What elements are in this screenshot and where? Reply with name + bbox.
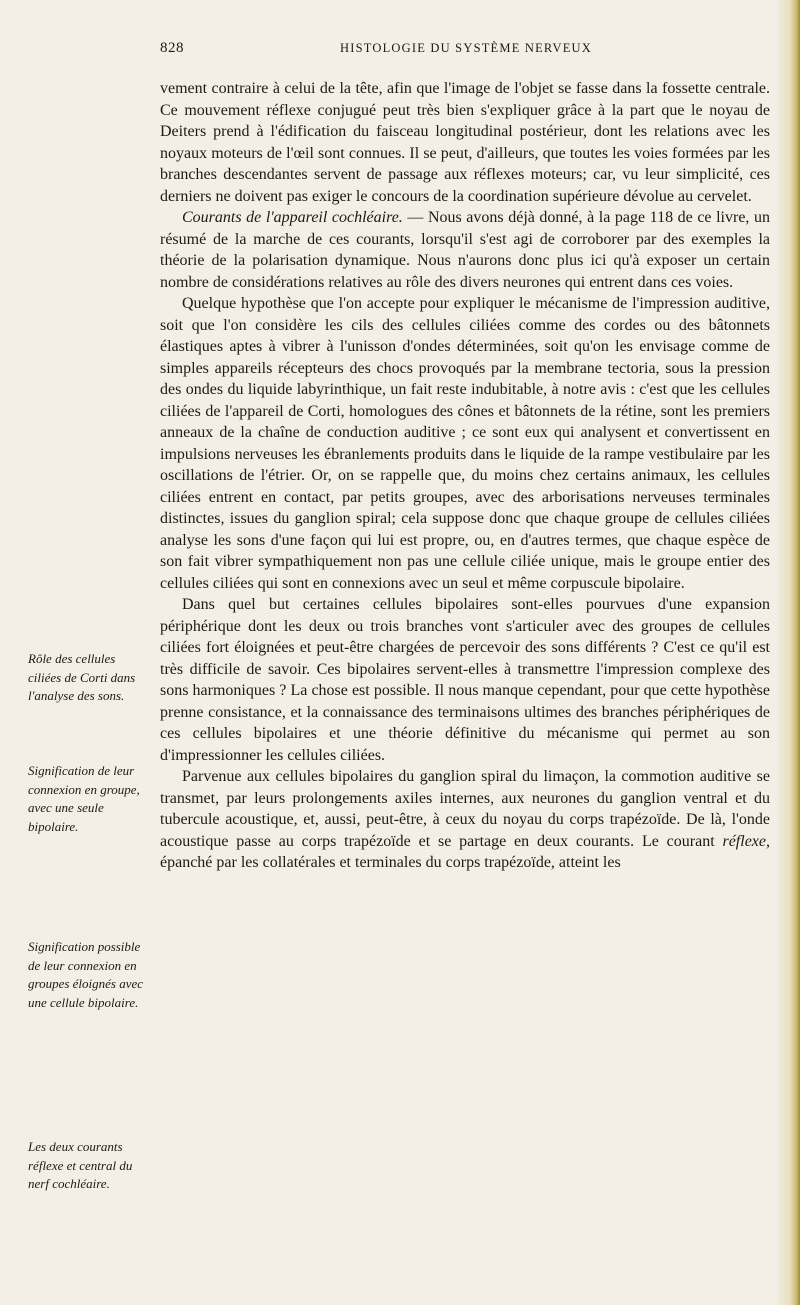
- paragraph-5: [160, 766, 770, 874]
- paragraph-1: vement contraire à celui de la tête, afin que l'image de l'objet se fasse dans la fossette centrale. Ce mouvement réflexe conjugué peut très bien s'expliquer grâce à la part que le noyau de Deiters prend à l'édification du faisceau longitudinal postérieur, dont les relations avec les noyaux moteurs de l'œil sont connues. Il se peut, d'ailleurs, que toutes les voies formées par les branches descendantes servent de passage aux réflexes moteurs; car, vu leur simplicité, ces derniers ne doivent pas exiger le concours de la coordination supérieure dévolue au cervelet.: [160, 80, 770, 205]
- paragraph-4: Dans quel but certaines cellules bipolaires sont-elles pourvues d'une expansion périphérique dont les deux ou trois branches vont s'articuler avec des groupes de cellules ciliées fort éloignées et peut-être chargées de percevoir des sons différents ? C'est ce qu'il est très difficile de savoir. Ces bipolaires servent-elles à transmettre l'impression complexe des sons harmoniques ? La chose est possible. Il nous manque cependant, pour que cette hypothèse prenne consistance, et la connaissance des terminaisons ultimes des branches périphériques de ces cellules bipolaires et une théorie définitive du mécanisme qui permet au son d'impressionner les cellules ciliées.: [160, 596, 770, 764]
- paragraph-3: Quelque hypothèse que l'on accepte pour expliquer le mécanisme de l'impression auditive, soit que l'on considère les cils des cellules ciliées comme des cordes ou des bâtonnets élastiques aptes à vibrer à l'unisson d'ondes déterminées, soit qu'on les envisage comme de simples appareils récepteurs des chocs provoqués par la membrane tectoria, sous la pression des ondes du liquide labyrinthique, un fait reste indubitable, à notre avis : c'est que les cellules ciliées de l'appareil de Corti, homologues des cônes et bâtonnets de la rétine, sont les premiers anneaux de la chaîne de conduction auditive ; ce sont eux qui analysent et convertissent en impulsions nerveuses les ébranlements produits dans le liquide de la rampe vestibulaire par les oscillations de l'étrier. Or, on se rappelle que, du moins chez certains animaux, les cellules ciliées entrent en contact, par petits groupes, avec des arborisations nerveuses terminales distinctes, issues du ganglion spiral; cela suppose donc que chaque groupe de cellules ciliées analyse les sons d'une façon qui lui est propre, ou, en d'autres termes, que chaque espèce de son fait vibrer sympathiquement non pas une cellule ciliée unique, mais le groupe entier des cellules ciliées qui sont en connexions avec un seul et même corpuscule bipolaire.: [160, 295, 770, 592]
- margin-note-signification-groupes-eloignes: Signification possible de leur connexion en groupes éloignés avec une cellule bipolaire.: [28, 939, 144, 1010]
- margin-note-signification-groupe: Signification de leur connexion en groupe, avec une seule bipolaire.: [28, 763, 140, 834]
- section-heading-courants: Courants de l'appareil cochléaire.: [182, 209, 403, 226]
- body-text: [160, 78, 770, 874]
- term-reflexe: réflexe: [722, 832, 766, 850]
- page-header: [160, 40, 772, 64]
- paragraph-5-text-a: Parvenue aux cellules bipolaires du ganglion spiral du limaçon, la commotion auditive se transmet, par leurs prolongements axiles internes, aux neurones du ganglion ventral et du tubercule acoustique, et, aussi, peut-être, à ceux du noyau du corps trapézoïde. De là, l'onde acoustique passe au corps trapézoïde et se partage en deux courants. Le courant: [160, 768, 770, 850]
- margin-note-deux-courants: Les deux courants réflexe et central du nerf cochléaire.: [28, 1139, 133, 1191]
- running-title: HISTOLOGIE DU SYSTÈME NERVEUX: [340, 41, 592, 55]
- page-edge: [778, 0, 800, 1305]
- paragraph-5-text-b: , épanché par les collatérales et terminales du corps trapézoïde, atteint les: [160, 832, 770, 871]
- paragraph-2: [160, 207, 770, 293]
- paragraph-2-text: — Nous avons déjà donné, à la page 118 de ce livre, un résumé de la marche de ces courants, lorsqu'il s'est agi de corroborer par des exemples la théorie de la polarisation dynamique. Nous n'aurons donc plus ici qu'à exposer un certain nombre de considérations relatives au rôle des divers neurones qui entrent dans ces voies.: [160, 209, 770, 291]
- margin-note-role-cellules: Rôle des cellules ciliées de Corti dans l'analyse des sons.: [28, 651, 136, 703]
- page-number: 828: [160, 40, 184, 56]
